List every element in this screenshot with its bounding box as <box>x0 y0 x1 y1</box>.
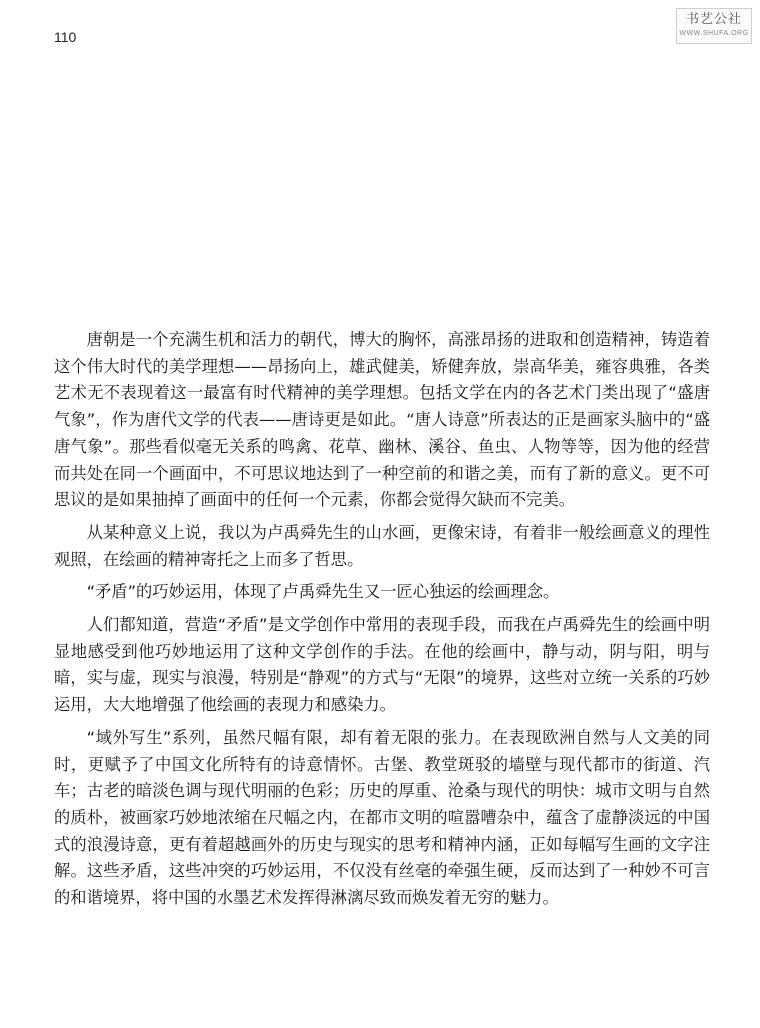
paragraph-1: 唐朝是一个充满生机和活力的朝代，博大的胸怀，高涨昂扬的进取和创造精神，铸造着这个伟大时代的美学理想——昂扬向上，雄武健美，矫健奔放，崇高华美，雍容典雅，各类艺术无不表现着这一最富有时代精神的美学理想。包括文学在内的各艺术门类出现了“盛唐气象”，作为唐代文学的代表——唐诗更是如此。“唐人诗意”所表达的正是画家头脑中的“盛唐气象”。那些看似毫无关系的鸣禽、花草、幽林、溪谷、鱼虫、人物等等，因为他的经营而共处在同一个画面中，不可思议地达到了一种空前的和谐之美，而有了新的意义。更不可思议的是如果抽掉了画面中的任何一个元素，你都会觉得欠缺而不完美。 <box>54 330 710 510</box>
watermark-title: 书艺公社 <box>685 12 742 27</box>
page-number: 110 <box>54 29 77 45</box>
body-text <box>54 327 710 912</box>
watermark-logo <box>676 8 752 44</box>
paragraph-4: 人们都知道，营造“矛盾”是文学创作中常用的表现手段，而我在卢禹舜先生的绘画中明显地感受到他巧妙地运用了这种文学创作的手法。在他的绘画中，静与动，阴与阳，明与暗，实与虚，现实与浪漫，特别是“静观”的方式与“无限”的境界，这些对立统一关系的巧妙运用，大大地增强了他绘画的表现力和感染力。 <box>54 615 710 715</box>
paragraph-2: 从某种意义上说，我以为卢禹舜先生的山水画，更像宋诗，有着非一般绘画意义的理性观照，在绘画的精神寄托之上而多了哲思。 <box>54 522 710 569</box>
paragraph-3: “矛盾”的巧妙运用，体现了卢禹舜先生又一匠心独运的绘画理念。 <box>86 582 560 602</box>
watermark-url: WWW.SHUFA.ORG <box>679 30 749 37</box>
paragraph-5: “域外写生”系列，虽然尺幅有限，却有着无限的张力。在表现欧洲自然与人文美的同时，更赋予了中国文化所特有的诗意情怀。古堡、教堂斑驳的墙壁与现代都市的街道、汽车；古老的暗淡色调与现代明丽的色彩；历史的厚重、沧桑与现代的明快：城市文明与自然的质朴，被画家巧妙地浓缩在尺幅之内，在都市文明的喧嚣嘈杂中，蕴含了虚静淡远的中国式的浪漫诗意，更有着超越画外的历史与现实的思考和精神内涵，正如每幅写生画的文字注解。这些矛盾，这些冲突的巧妙运用，不仅没有丝毫的牵强生硬，反而达到了一种妙不可言的和谐境界，将中国的水墨艺术发挥得淋漓尽致而焕发着无穷的魅力。 <box>54 727 710 908</box>
